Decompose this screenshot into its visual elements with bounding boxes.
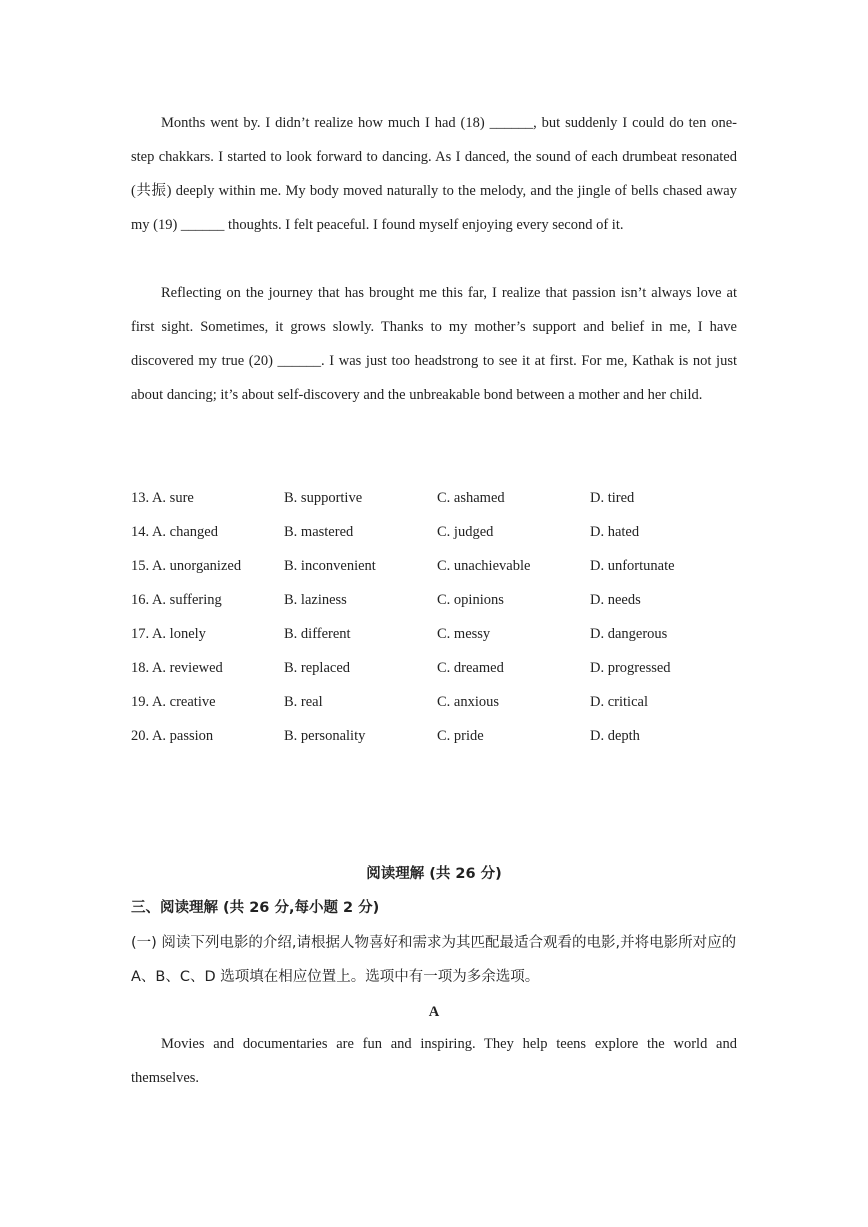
option-d: D. critical — [590, 694, 648, 710]
question-options — [131, 481, 751, 753]
option-a: 17. A. lonely — [131, 626, 206, 642]
option-c: C. opinions — [437, 592, 504, 608]
question-row-13 — [131, 481, 751, 515]
option-a: 20. A. passion — [131, 728, 214, 744]
question-row-15 — [131, 549, 751, 583]
option-a: 16. A. suffering — [131, 592, 222, 608]
option-b: B. mastered — [284, 524, 354, 540]
option-c: C. pride — [437, 728, 484, 744]
option-c: C. ashamed — [437, 490, 505, 506]
option-b: B. supportive — [284, 490, 363, 506]
option-d: D. unfortunate — [590, 558, 675, 574]
section-heading: 三、阅读理解 (共 26 分,每小题 2 分) — [131, 900, 380, 916]
passage-paragraph-2: Reflecting on the journey that has brought me this far, I realize that passion isn’t always love at first sight. Sometimes, it grows slowly. Thanks to my mother’s support and belief in me, I have discovered my true (20) ______. I was just too headstrong to see it at first. For me, Kathak is not just about dancing; it’s about self-discovery and the unbreakable bond between a mother and her child. — [131, 285, 737, 403]
reading-intro: Movies and documentaries are fun and inspiring. They help teens explore the world and themselves. — [131, 1036, 737, 1086]
option-b: B. replaced — [284, 660, 351, 676]
option-a: 13. A. sure — [131, 490, 194, 506]
option-c: C. anxious — [437, 694, 500, 710]
part-label: A — [428, 1004, 440, 1020]
option-a: 18. A. reviewed — [131, 660, 223, 676]
instruction-text: (一) 阅读下列电影的介绍,请根据人物喜好和需求为其匹配最适合观看的电影,并将电影所对应的 A、B、C、D 选项填在相应位置上。选项中有一项为多余选项。 — [131, 935, 737, 985]
option-a: 14. A. changed — [131, 524, 218, 540]
option-d: D. progressed — [590, 660, 671, 676]
section-title: 阅读理解 (共 26 分) — [366, 866, 502, 882]
option-d: D. tired — [590, 490, 635, 506]
question-row-16 — [131, 583, 751, 617]
question-row-17 — [131, 617, 751, 651]
passage-paragraph-1: Months went by. I didn’t realize how much I had (18) ______, but suddenly I could do ten one-step chakkars. I started to look forward to dancing. As I danced, the sound of each drumbeat resonated (共振) deeply within me. My body moved naturally to the melody, and the jingle of bells chased away my (19) ______ thoughts. I felt peaceful. I found myself enjoying every second of it. — [131, 115, 737, 233]
option-a: 15. A. unorganized — [131, 558, 242, 574]
question-row-20 — [131, 719, 751, 753]
option-b: B. personality — [284, 728, 366, 744]
option-d: D. hated — [590, 524, 640, 540]
option-a: 19. A. creative — [131, 694, 216, 710]
option-c: C. dreamed — [437, 660, 504, 676]
option-b: B. laziness — [284, 592, 347, 608]
option-b: B. real — [284, 694, 323, 710]
option-d: D. needs — [590, 592, 641, 608]
option-d: D. dangerous — [590, 626, 668, 642]
option-d: D. depth — [590, 728, 640, 744]
option-c: C. unachievable — [437, 558, 531, 574]
question-row-18 — [131, 651, 751, 685]
option-b: B. different — [284, 626, 351, 642]
option-c: C. messy — [437, 626, 491, 642]
option-c: C. judged — [437, 524, 494, 540]
question-row-19 — [131, 685, 751, 719]
option-b: B. inconvenient — [284, 558, 376, 574]
question-row-14 — [131, 515, 751, 549]
